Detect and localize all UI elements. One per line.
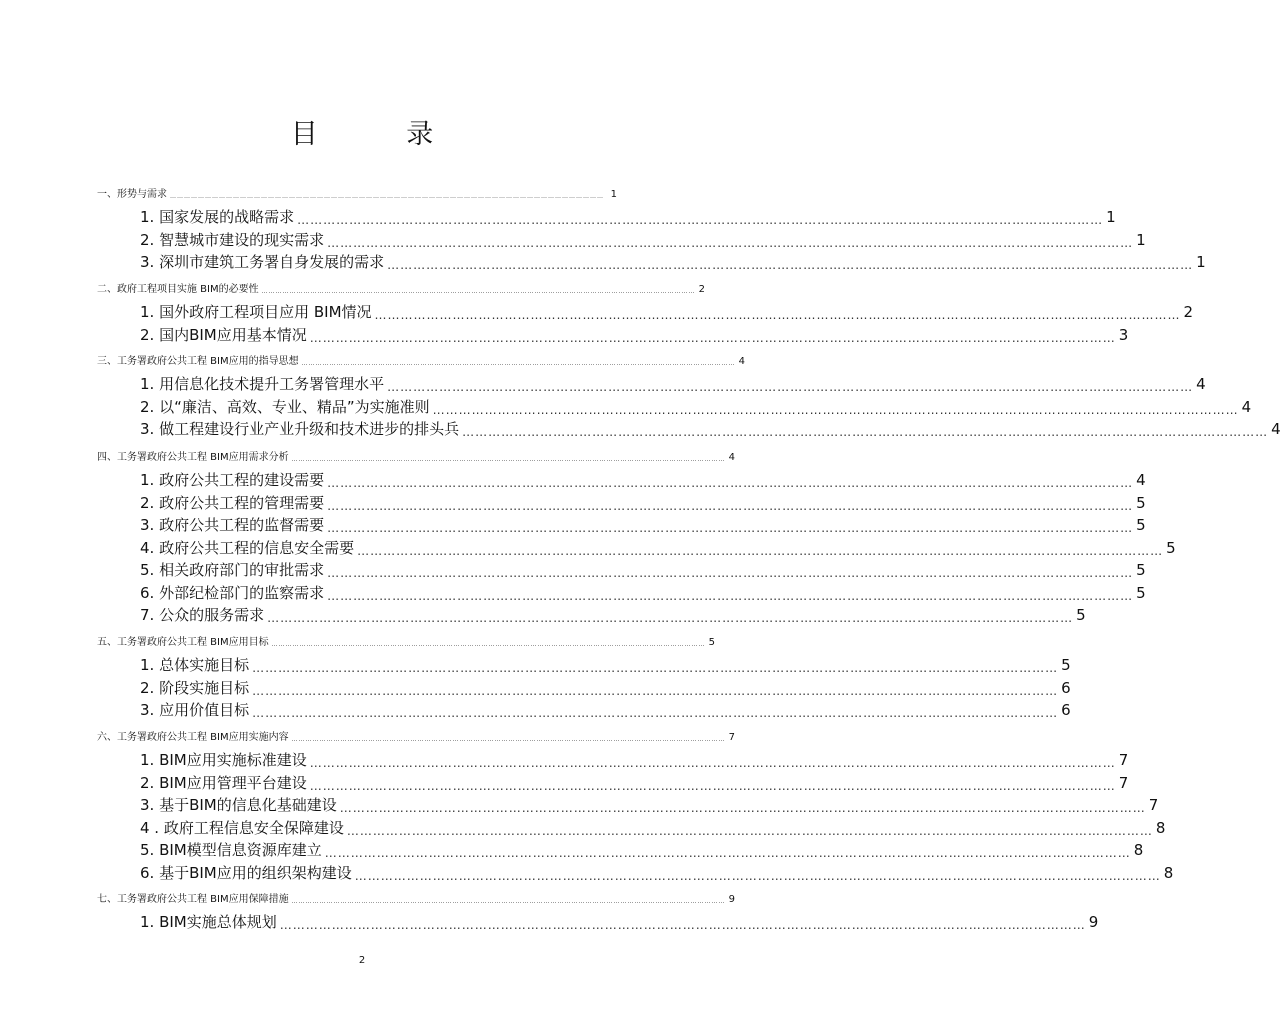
toc-item-page: 6	[1061, 701, 1071, 719]
dot-leader: ……………………………………………………………………………………………………………………………………………………………………	[291, 736, 726, 743]
toc-item-label: 2. 阶段实施目标	[140, 678, 250, 697]
dot-leader: ……………………………………………………………………………………………………………………………………………………………………	[279, 918, 1086, 932]
toc-section[interactable]	[97, 451, 735, 465]
toc-item-page: 5	[1061, 656, 1071, 674]
toc-item[interactable]	[140, 230, 1146, 250]
toc-section-page: 4	[738, 356, 745, 367]
toc-item-page: 7	[1118, 773, 1129, 792]
dot-leader: ……………………………………………………………………………………………………………………………………………………………………	[327, 566, 1134, 580]
dot-leader: ……………………………………………………………………………………………………………………………………………………………………	[387, 380, 1194, 394]
toc-item[interactable]	[140, 678, 1071, 698]
toc-item-page: 4	[1271, 420, 1281, 438]
toc-item-page: 9	[1088, 913, 1099, 931]
dot-leader: ……………………………………………………………………………………………………………………………………………………………………	[170, 193, 604, 200]
toc-item[interactable]	[140, 374, 1206, 394]
toc-item-page: 1	[1106, 208, 1116, 226]
dot-leader: ……………………………………………………………………………………………………………………………………………………………………	[297, 213, 1104, 227]
dot-leader: ……………………………………………………………………………………………………………………………………………………………………	[462, 425, 1269, 439]
toc-item[interactable]	[140, 493, 1146, 513]
toc-item-label: 1. 国家发展的战略需求	[140, 208, 295, 226]
toc-section-page: 1	[610, 189, 617, 200]
toc-item-page: 8	[1155, 818, 1166, 837]
toc-section-label: 七、工务署政府公共工程 BIM应用保障措施	[97, 894, 289, 905]
dot-leader: ……………………………………………………………………………………………………………………………………………………………………	[252, 661, 1059, 675]
dot-leader: ……………………………………………………………………………………………………………………………………………………………………	[261, 288, 696, 295]
toc-item-page: 5	[1166, 538, 1176, 557]
toc-item-page: 8	[1163, 863, 1174, 882]
dot-leader: ……………………………………………………………………………………………………………………………………………………………………	[327, 476, 1134, 490]
toc-section[interactable]	[97, 731, 735, 745]
dot-leader: ……………………………………………………………………………………………………………………………………………………………………	[327, 498, 1134, 513]
toc-item[interactable]	[140, 419, 1281, 439]
toc-item-label: 3. 深圳市建筑工务署自身发展的需求	[140, 253, 385, 271]
toc-section[interactable]	[97, 893, 735, 907]
toc-item[interactable]	[140, 818, 1166, 838]
dot-leader: ……………………………………………………………………………………………………………………………………………………………………	[327, 521, 1134, 535]
toc-item[interactable]	[140, 325, 1129, 345]
toc-item-page: 4	[1196, 375, 1206, 393]
toc-item[interactable]	[140, 397, 1252, 417]
toc-section[interactable]	[97, 188, 617, 202]
toc-item-label: 6. 外部纪检部门的监察需求	[140, 583, 325, 602]
toc-item-label: 7. 公众的服务需求	[140, 606, 265, 624]
document-title: 目 录	[290, 119, 474, 150]
toc-item-page: 1	[1136, 230, 1146, 249]
dot-leader: ……………………………………………………………………………………………………………………………………………………………………	[252, 706, 1059, 720]
toc-item-page: 6	[1061, 678, 1071, 697]
toc-item-page: 2	[1183, 303, 1194, 321]
toc-item-label: 1. BIM应用实施标准建设	[140, 751, 307, 769]
dot-leader: ……………………………………………………………………………………………………………………………………………………………………	[327, 588, 1134, 603]
toc-item[interactable]	[140, 470, 1146, 490]
toc-item-label: 1. 政府公共工程的建设需要	[140, 471, 325, 489]
toc-item-label: 3. 政府公共工程的监督需要	[140, 516, 325, 534]
toc-item[interactable]	[140, 655, 1071, 675]
toc-item-label: 3. 做工程建设行业产业升级和技术进步的排头兵	[140, 420, 460, 438]
toc-item-page: 7	[1118, 751, 1129, 769]
dot-leader: ……………………………………………………………………………………………………………………………………………………………………	[387, 258, 1194, 272]
toc-item[interactable]	[140, 538, 1176, 558]
toc-item-page: 4	[1136, 471, 1146, 489]
toc-item-label: 6. 基于BIM应用的组织架构建设	[140, 863, 352, 882]
toc-item-page: 3	[1118, 325, 1129, 344]
toc-item-label: 3. 应用价值目标	[140, 701, 250, 719]
toc-item-page: 1	[1196, 253, 1206, 271]
toc-item-page: 5	[1076, 606, 1086, 624]
toc-section-label: 五、工务署政府公共工程 BIM应用目标	[97, 637, 269, 648]
dot-leader: ……………………………………………………………………………………………………………………………………………………………………	[354, 868, 1161, 883]
toc-item-page: 7	[1148, 796, 1159, 814]
toc-item[interactable]	[140, 840, 1144, 860]
toc-item[interactable]	[140, 515, 1146, 535]
dot-leader: ……………………………………………………………………………………………………………………………………………………………………	[327, 235, 1134, 250]
toc-item-label: 2. BIM应用管理平台建设	[140, 773, 307, 792]
toc-section-label: 六、工务署政府公共工程 BIM应用实施内容	[97, 732, 289, 743]
toc-item-label: 1. BIM实施总体规划	[140, 913, 277, 931]
toc-item[interactable]	[140, 560, 1146, 580]
toc-item-label: 2. 以“廉洁、高效、专业、精品”为实施准则	[140, 397, 430, 416]
toc-section-label: 二、政府工程项目实施 BIM的必要性	[97, 284, 259, 295]
toc-section[interactable]	[97, 636, 715, 650]
toc-section-label: 四、工务署政府公共工程 BIM应用需求分析	[97, 452, 289, 463]
dot-leader: ……………………………………………………………………………………………………………………………………………………………………	[301, 360, 736, 367]
toc-item[interactable]	[140, 207, 1116, 227]
toc-section-page: 5	[708, 637, 715, 648]
toc-section-page: 2	[698, 284, 705, 295]
toc-item[interactable]	[140, 583, 1146, 603]
dot-leader: ……………………………………………………………………………………………………………………………………………………………………	[252, 683, 1059, 698]
dot-leader: ……………………………………………………………………………………………………………………………………………………………………	[324, 846, 1131, 860]
dot-leader: ……………………………………………………………………………………………………………………………………………………………………	[291, 898, 726, 905]
dot-leader: ……………………………………………………………………………………………………………………………………………………………………	[346, 823, 1153, 838]
dot-leader: ……………………………………………………………………………………………………………………………………………………………………	[309, 330, 1116, 345]
toc-item-label: 1. 国外政府工程项目应用 BIM情况	[140, 303, 372, 321]
toc-section-label: 三、工务署政府公共工程 BIM应用的指导思想	[97, 356, 299, 367]
dot-leader: ……………………………………………………………………………………………………………………………………………………………………	[357, 543, 1164, 558]
toc-item-label: 2. 政府公共工程的管理需要	[140, 493, 325, 512]
toc-section[interactable]	[97, 355, 745, 369]
dot-leader: ……………………………………………………………………………………………………………………………………………………………………	[309, 778, 1116, 793]
toc-item[interactable]	[140, 912, 1099, 932]
dot-leader: ……………………………………………………………………………………………………………………………………………………………………	[432, 402, 1239, 417]
toc-item-page: 8	[1133, 841, 1144, 859]
toc-item-label: 4. 政府公共工程的信息安全需要	[140, 538, 355, 557]
toc-section[interactable]	[97, 283, 705, 297]
toc-item-page: 4	[1241, 397, 1252, 416]
toc-item[interactable]	[140, 302, 1194, 322]
toc-item[interactable]	[140, 863, 1174, 883]
toc-item-label: 2. 国内BIM应用基本情况	[140, 325, 307, 344]
page-number: 2	[358, 955, 366, 966]
toc-item-label: 5. BIM模型信息资源库建立	[140, 841, 322, 859]
dot-leader: ……………………………………………………………………………………………………………………………………………………………………	[374, 308, 1181, 322]
dot-leader: ……………………………………………………………………………………………………………………………………………………………………	[267, 611, 1074, 625]
toc-item[interactable]	[140, 750, 1129, 770]
dot-leader: ……………………………………………………………………………………………………………………………………………………………………	[309, 756, 1116, 770]
toc-section-page: 7	[728, 732, 735, 743]
dot-leader: ……………………………………………………………………………………………………………………………………………………………………	[291, 456, 726, 463]
toc-item-label: 2. 智慧城市建设的现实需求	[140, 230, 325, 249]
toc-item[interactable]	[140, 795, 1159, 815]
toc-item-label: 3. 基于BIM的信息化基础建设	[140, 796, 337, 814]
toc-item-label: 1. 总体实施目标	[140, 656, 250, 674]
toc-item[interactable]	[140, 773, 1129, 793]
toc-section-page: 9	[728, 894, 735, 905]
toc-item-page: 5	[1136, 583, 1146, 602]
dot-leader: ……………………………………………………………………………………………………………………………………………………………………	[339, 801, 1146, 815]
toc-item-page: 5	[1136, 493, 1146, 512]
dot-leader: ……………………………………………………………………………………………………………………………………………………………………	[271, 641, 706, 648]
toc-item-page: 5	[1136, 516, 1146, 534]
toc-item-label: 4 . 政府工程信息安全保障建设	[140, 818, 344, 837]
toc-item-label: 1. 用信息化技术提升工务署管理水平	[140, 375, 385, 393]
toc-section-label: 一、形势与需求	[97, 189, 167, 200]
toc-section-page: 4	[728, 452, 735, 463]
toc-item[interactable]	[140, 605, 1086, 625]
toc-item[interactable]	[140, 252, 1206, 272]
toc-item-page: 5	[1136, 561, 1146, 579]
toc-item[interactable]	[140, 700, 1071, 720]
toc-item-label: 5. 相关政府部门的审批需求	[140, 561, 325, 579]
